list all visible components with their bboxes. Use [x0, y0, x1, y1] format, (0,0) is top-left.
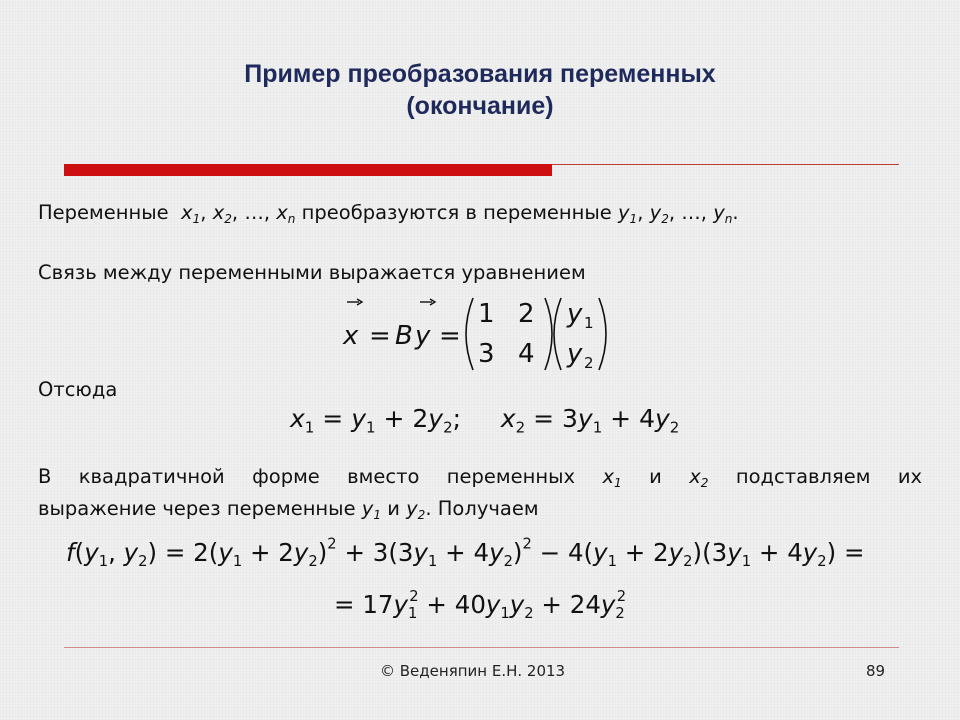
slide-title: [0, 58, 960, 122]
var-y1: $y_1$: [361, 497, 382, 523]
substitution-equations: $x_1 = y_1 + 2y_2$; $x_2 = 3y_1 + 4y_2$: [290, 404, 680, 437]
slide-title-line2: (окончание): [406, 92, 554, 120]
slide-title-line1: Пример преобразования переменных: [244, 60, 716, 88]
vector-cell-y: y: [567, 299, 583, 329]
var-y2: $y_2$: [406, 497, 426, 523]
var-y1: $y_1$: [618, 201, 638, 227]
ellipsis: …: [681, 201, 701, 224]
paragraph-relation: Связь между переменными выражается уравнением: [38, 261, 586, 284]
eq-matrix-B: B: [395, 321, 413, 351]
text-fragment: . Получаем: [425, 497, 539, 520]
eq-equals-2: =: [439, 321, 461, 351]
var-x1: $x_1$: [602, 465, 622, 491]
paragraph-quadratic-1: [38, 462, 922, 492]
matrix-equation: [335, 292, 625, 378]
matrix-cell-12: 2: [518, 299, 535, 329]
text-fragment: подставляем их: [735, 465, 923, 488]
page-number: 89: [866, 662, 886, 680]
matrix-cell-22: 4: [518, 339, 535, 369]
paragraph-variables: Переменные $x_1$, $x_2$, …, $x_n$ преобразуются в переменные $y_1$, $y_2$, …, $y_n$.: [38, 201, 739, 227]
eq-vector-y: y: [415, 321, 431, 351]
ellipsis: …: [244, 201, 264, 224]
matrix-paren-left: [466, 298, 473, 370]
text-fragment: и: [387, 497, 400, 520]
paragraph-quadratic-2: [38, 494, 922, 524]
footer-copyright: © Веденяпин Е.Н. 2013: [380, 662, 566, 680]
vector-paren-left: [554, 298, 561, 370]
var-y2: $y_2$: [649, 201, 669, 227]
var-x1: $x_1$: [181, 201, 201, 227]
vector-cell-sub2: 2: [584, 354, 594, 372]
vector-paren-right: [599, 298, 606, 370]
text-fragment: выражение через переменные: [38, 497, 356, 520]
text-fragment: и: [649, 465, 662, 488]
var-x2: $x_2$: [212, 201, 232, 227]
vector-cell-sub1: 1: [584, 314, 594, 332]
eq-vector-x: x: [343, 321, 359, 351]
quadratic-form-result: = $17y_1^2 + 40y_1y_2 + 24y_2^2$: [334, 587, 627, 623]
var-xn: $x_n$: [276, 201, 296, 227]
matrix-cell-11: 1: [478, 299, 495, 329]
matrix-cell-21: 3: [478, 339, 495, 369]
text-fragment: В квадратичной форме вместо переменных: [38, 465, 576, 488]
var-x2: $x_2$: [689, 465, 709, 491]
vector-cell-y: y: [567, 339, 583, 369]
text-fragment: преобразуются в переменные: [301, 201, 612, 224]
quadratic-form-equation: $f(y_1$, $y_2) = 2(y_1 + 2y_2)^2 + 3(3y_1 + 4y_2)^2 - 4(y_1 + 2y_2)(3y_1 + 4y_2)$ =: [66, 535, 865, 571]
title-divider-accent: [64, 164, 552, 176]
text-fragment: Переменные: [38, 201, 169, 224]
matrix-paren-right: [545, 298, 552, 370]
paragraph-hence: Отсюда: [38, 378, 118, 401]
var-yn: $y_n$: [713, 201, 733, 227]
footer-divider: [64, 647, 899, 648]
eq-equals-1: =: [369, 321, 391, 351]
